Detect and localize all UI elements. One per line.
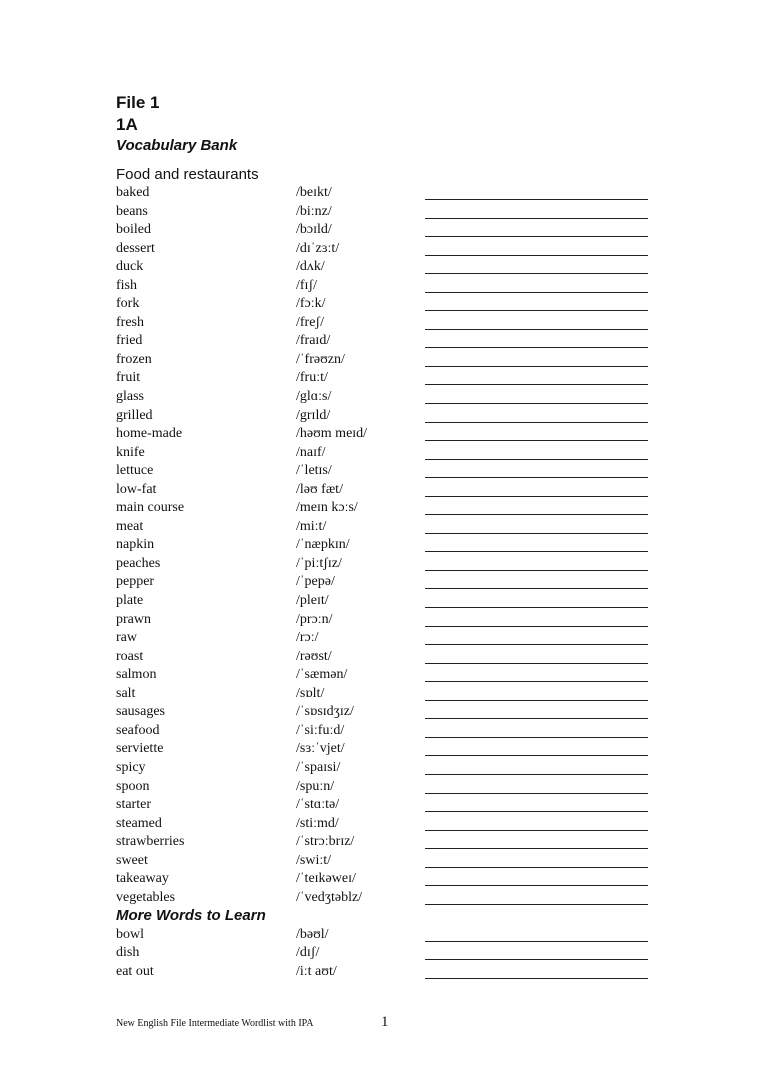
translation-blank[interactable] <box>425 867 648 868</box>
translation-blank[interactable] <box>425 626 648 627</box>
word-list <box>116 184 656 907</box>
translation-blank[interactable] <box>425 366 648 367</box>
translation-blank[interactable] <box>425 644 648 645</box>
ipa-transcription: /ˈvedʒtəblz/ <box>296 889 363 905</box>
word: spicy <box>116 759 146 775</box>
ipa-transcription: /dɪˈzɜːt/ <box>296 240 340 256</box>
word: fresh <box>116 314 144 330</box>
word: bowl <box>116 926 144 942</box>
word: lettuce <box>116 463 154 479</box>
more-word-list <box>116 926 656 982</box>
ipa-transcription: /grɪld/ <box>296 407 331 423</box>
word-row <box>116 796 656 815</box>
word-row <box>116 944 656 963</box>
ipa-transcription: /freʃ/ <box>296 314 324 330</box>
translation-blank[interactable] <box>425 477 648 478</box>
ipa-transcription: /prɔːn/ <box>296 611 333 627</box>
word-row <box>116 963 656 982</box>
word: fish <box>116 277 137 293</box>
word-row <box>116 407 656 426</box>
ipa-transcription: /bɔɪld/ <box>296 222 332 238</box>
translation-blank[interactable] <box>425 236 648 237</box>
word: duck <box>116 259 144 275</box>
ipa-transcription: /sɜːˈvjet/ <box>296 741 345 757</box>
translation-blank[interactable] <box>425 329 648 330</box>
ipa-transcription: /fruːt/ <box>296 370 328 386</box>
translation-blank[interactable] <box>425 774 648 775</box>
word: vegetables <box>116 889 176 905</box>
worksheet <box>116 92 656 982</box>
ipa-transcription: /ˈletɪs/ <box>296 463 332 479</box>
word: dessert <box>116 240 155 256</box>
word-row <box>116 295 656 314</box>
word-row <box>116 240 656 259</box>
translation-blank[interactable] <box>425 793 648 794</box>
translation-blank[interactable] <box>425 273 648 274</box>
word-row <box>116 852 656 871</box>
word: frozen <box>116 351 152 367</box>
word: salmon <box>116 667 157 683</box>
word: pepper <box>116 574 155 590</box>
ipa-transcription: /həʊm meɪd/ <box>296 426 368 442</box>
translation-blank[interactable] <box>425 755 648 756</box>
word: boiled <box>116 222 151 238</box>
word: steamed <box>116 815 162 831</box>
word-row <box>116 703 656 722</box>
word-row <box>116 221 656 240</box>
section-title: Food and restaurants <box>116 166 259 183</box>
word-row <box>116 351 656 370</box>
ipa-transcription: /ˈfrəʊzn/ <box>296 351 345 367</box>
ipa-transcription: /ˈsæmən/ <box>296 667 348 683</box>
word: baked <box>116 185 150 200</box>
translation-blank[interactable] <box>425 199 648 200</box>
translation-blank[interactable] <box>425 718 648 719</box>
word-row <box>116 277 656 296</box>
translation-blank[interactable] <box>425 681 648 682</box>
word-row <box>116 499 656 518</box>
translation-blank[interactable] <box>425 904 648 905</box>
ipa-transcription: /fraɪd/ <box>296 333 331 349</box>
ipa-transcription: /biːnz/ <box>296 203 332 219</box>
word-row <box>116 203 656 222</box>
word: spoon <box>116 778 150 794</box>
ipa-transcription: /ˈstrɔːbrɪz/ <box>296 834 355 850</box>
ipa-transcription: /iːt aʊt/ <box>296 963 337 979</box>
word-row <box>116 444 656 463</box>
ipa-transcription: /bəʊl/ <box>296 926 329 942</box>
ipa-transcription: /ˈteɪkəweɪ/ <box>296 871 356 887</box>
ipa-transcription: /dɪʃ/ <box>296 945 320 961</box>
translation-blank[interactable] <box>425 978 648 979</box>
translation-blank[interactable] <box>425 607 648 608</box>
translation-blank[interactable] <box>425 384 648 385</box>
word-row <box>116 629 656 648</box>
word: prawn <box>116 611 151 627</box>
ipa-transcription: /sɒlt/ <box>296 685 325 701</box>
ipa-transcription: /miːt/ <box>296 518 327 534</box>
translation-blank[interactable] <box>425 218 648 219</box>
translation-blank[interactable] <box>425 347 648 348</box>
word: eat out <box>116 963 154 979</box>
word: knife <box>116 444 145 460</box>
word-row <box>116 258 656 277</box>
page-number: 1 <box>381 1014 389 1030</box>
translation-blank[interactable] <box>425 588 648 589</box>
word: low-fat <box>116 481 157 497</box>
word: peaches <box>116 555 161 571</box>
word-row <box>116 536 656 555</box>
more-words-title: More Words to Learn <box>116 907 266 925</box>
word-row <box>116 685 656 704</box>
word-row <box>116 425 656 444</box>
translation-blank[interactable] <box>425 310 648 311</box>
ipa-transcription: /ˈnæpkɪn/ <box>296 537 350 553</box>
word: glass <box>116 389 144 405</box>
word: plate <box>116 593 144 609</box>
translation-blank[interactable] <box>425 848 648 849</box>
translation-blank[interactable] <box>425 403 648 404</box>
word: salt <box>116 685 136 701</box>
word-row <box>116 740 656 759</box>
ipa-transcription: /ləʊ fæt/ <box>296 481 343 497</box>
translation-blank[interactable] <box>425 292 648 293</box>
word-row <box>116 314 656 333</box>
translation-blank[interactable] <box>425 459 648 460</box>
word: dish <box>116 945 140 961</box>
word: grilled <box>116 407 153 423</box>
translation-blank[interactable] <box>425 737 648 738</box>
word: napkin <box>116 537 155 553</box>
word-row <box>116 592 656 611</box>
word-row <box>116 870 656 889</box>
word-row <box>116 648 656 667</box>
ipa-transcription: /ˈsɒsɪdʒɪz/ <box>296 704 354 720</box>
word: beans <box>116 203 148 219</box>
ipa-transcription: /ˈspaɪsi/ <box>296 759 341 775</box>
translation-blank[interactable] <box>425 811 648 812</box>
translation-blank[interactable] <box>425 941 648 942</box>
word-row <box>116 184 656 203</box>
translation-blank[interactable] <box>425 885 648 886</box>
ipa-transcription: /ˈpepə/ <box>296 574 335 590</box>
ipa-transcription: /ˈpiːtʃɪz/ <box>296 555 342 571</box>
ipa-transcription: /dʌk/ <box>296 259 325 275</box>
word: takeaway <box>116 871 169 887</box>
ipa-transcription: /glɑːs/ <box>296 389 332 405</box>
word: fruit <box>116 370 141 386</box>
word: roast <box>116 648 144 664</box>
ipa-transcription: /rɔː/ <box>296 630 319 646</box>
word-row <box>116 388 656 407</box>
word: meat <box>116 518 144 534</box>
ipa-transcription: /spuːn/ <box>296 778 335 794</box>
translation-blank[interactable] <box>425 496 648 497</box>
word-row <box>116 778 656 797</box>
word: sweet <box>116 852 148 868</box>
translation-blank[interactable] <box>425 514 648 515</box>
translation-blank[interactable] <box>425 255 648 256</box>
ipa-transcription: /pleɪt/ <box>296 593 329 609</box>
translation-blank[interactable] <box>425 663 648 664</box>
word: strawberries <box>116 834 185 850</box>
vocabulary-bank-title: Vocabulary Bank <box>116 137 238 154</box>
word: fork <box>116 296 140 312</box>
word-row <box>116 889 656 908</box>
translation-blank[interactable] <box>425 570 648 571</box>
translation-blank[interactable] <box>425 551 648 552</box>
word-row <box>116 518 656 537</box>
word-row <box>116 926 656 945</box>
word-row <box>116 815 656 834</box>
word: fried <box>116 333 143 349</box>
translation-blank[interactable] <box>425 533 648 534</box>
word-row <box>116 833 656 852</box>
word: raw <box>116 630 137 646</box>
word-row <box>116 573 656 592</box>
word-row <box>116 722 656 741</box>
ipa-transcription: /meɪn kɔːs/ <box>296 500 358 516</box>
word-row <box>116 462 656 481</box>
ipa-transcription: /stiːmd/ <box>296 815 339 831</box>
word-row <box>116 369 656 388</box>
word-row <box>116 666 656 685</box>
ipa-transcription: /swiːt/ <box>296 852 332 868</box>
translation-blank[interactable] <box>425 700 648 701</box>
word: starter <box>116 797 151 813</box>
word-row <box>116 759 656 778</box>
ipa-transcription: /ˈstɑːtə/ <box>296 797 340 813</box>
ipa-transcription: /fɔːk/ <box>296 296 326 312</box>
word: main course <box>116 500 185 516</box>
word: home-made <box>116 426 183 442</box>
word-row <box>116 555 656 574</box>
ipa-transcription: /ˈsiːfuːd/ <box>296 722 345 738</box>
word-row <box>116 481 656 500</box>
file-title: File 1 <box>116 93 160 112</box>
word: seafood <box>116 722 160 738</box>
unit-title: 1A <box>116 115 138 134</box>
ipa-transcription: /beɪkt/ <box>296 185 332 200</box>
word: sausages <box>116 704 165 720</box>
translation-blank[interactable] <box>425 830 648 831</box>
ipa-transcription: /naɪf/ <box>296 444 326 460</box>
translation-blank[interactable] <box>425 440 648 441</box>
word-row <box>116 332 656 351</box>
word: serviette <box>116 741 164 757</box>
translation-blank[interactable] <box>425 959 648 960</box>
word-row <box>116 611 656 630</box>
footer-text: New English File Intermediate Wordlist with IPA <box>116 1018 314 1029</box>
ipa-transcription: /fɪʃ/ <box>296 277 317 293</box>
translation-blank[interactable] <box>425 422 648 423</box>
ipa-transcription: /rəʊst/ <box>296 648 332 664</box>
